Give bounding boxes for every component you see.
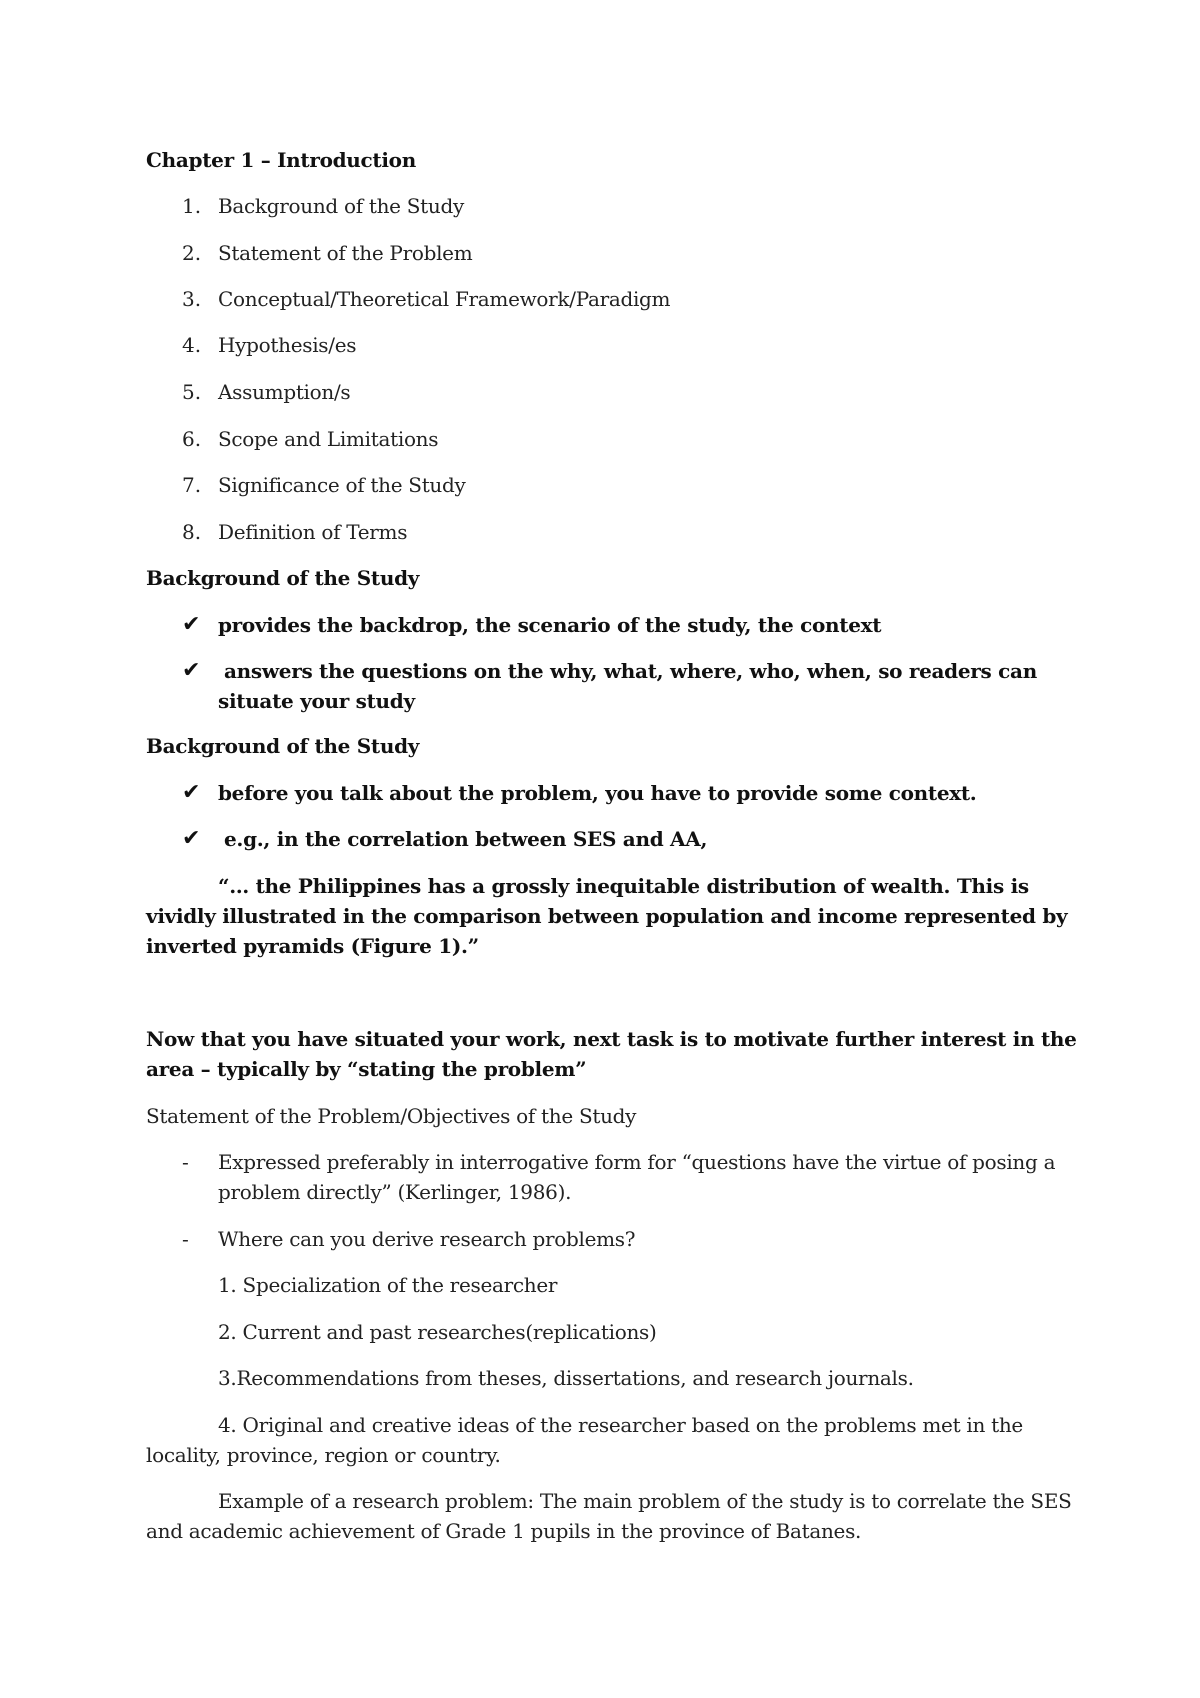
outline-number: 6. (182, 427, 202, 451)
outline-text: Hypothesis/es (218, 333, 357, 357)
outline-text: Scope and Limitations (218, 427, 439, 451)
outline-text: Significance of the Study (218, 473, 466, 497)
section-heading-background: Background of the Study (146, 566, 420, 590)
outline-number: 2. (182, 241, 202, 265)
outline-number: 5. (182, 380, 202, 404)
dash-item-text: Where can you derive research problems? (218, 1227, 636, 1251)
bullet-text-continued: situate your study (218, 689, 415, 713)
bullet-text: provides the backdrop, the scenario of the study, the context (218, 613, 882, 637)
quote-line: “… the Philippines has a grossly inequitable distribution of wealth. This is (218, 874, 1029, 898)
paragraph-line: Now that you have situated your work, next task is to motivate further interest in the (146, 1027, 1077, 1051)
source-item: 3.Recommendations from theses, dissertations, and research journals. (218, 1366, 914, 1390)
outline-text: Conceptual/Theoretical Framework/Paradigm (218, 287, 671, 311)
bullet-text: answers the questions on the why, what, where, who, when, so readers can (224, 659, 1037, 683)
paragraph-line: Example of a research problem: The main problem of the study is to correlate the SES (218, 1489, 1072, 1513)
bullet-text: before you talk about the problem, you have to provide some context. (218, 781, 977, 805)
outline-text: Assumption/s (218, 380, 351, 404)
outline-number: 8. (182, 520, 202, 544)
outline-number: 3. (182, 287, 202, 311)
outline-number: 4. (182, 333, 202, 357)
check-icon: ✔ (182, 780, 201, 805)
outline-number: 1. (182, 194, 202, 218)
outline-number: 7. (182, 473, 202, 497)
source-item-continued: locality, province, region or country. (146, 1443, 501, 1467)
dash-marker: - (182, 1150, 189, 1174)
source-item: 2. Current and past researches(replications) (218, 1320, 657, 1344)
dash-item-text-continued: problem directly” (Kerlinger, 1986). (218, 1180, 572, 1204)
source-item: 1. Specialization of the researcher (218, 1273, 558, 1297)
section-heading-statement: Statement of the Problem/Objectives of the Study (146, 1104, 637, 1128)
check-icon: ✔ (182, 612, 201, 637)
check-icon: ✔ (182, 826, 201, 851)
outline-text: Statement of the Problem (218, 241, 473, 265)
section-heading-background: Background of the Study (146, 734, 420, 758)
chapter-heading: Chapter 1 – Introduction (146, 148, 416, 172)
dash-item-text: Expressed preferably in interrogative form for “questions have the virtue of posing a (218, 1150, 1056, 1174)
quote-line: vividly illustrated in the comparison between population and income represented by (146, 904, 1068, 928)
bullet-text: e.g., in the correlation between SES and AA, (224, 827, 708, 851)
dash-marker: - (182, 1227, 189, 1251)
source-item: 4. Original and creative ideas of the researcher based on the problems met in the (218, 1413, 1023, 1437)
check-icon: ✔ (182, 658, 201, 683)
quote-line: inverted pyramids (Figure 1).” (146, 934, 479, 958)
paragraph-line: area – typically by “stating the problem” (146, 1057, 587, 1081)
paragraph-line: and academic achievement of Grade 1 pupils in the province of Batanes. (146, 1519, 862, 1543)
outline-text: Background of the Study (218, 194, 465, 218)
outline-text: Definition of Terms (218, 520, 408, 544)
